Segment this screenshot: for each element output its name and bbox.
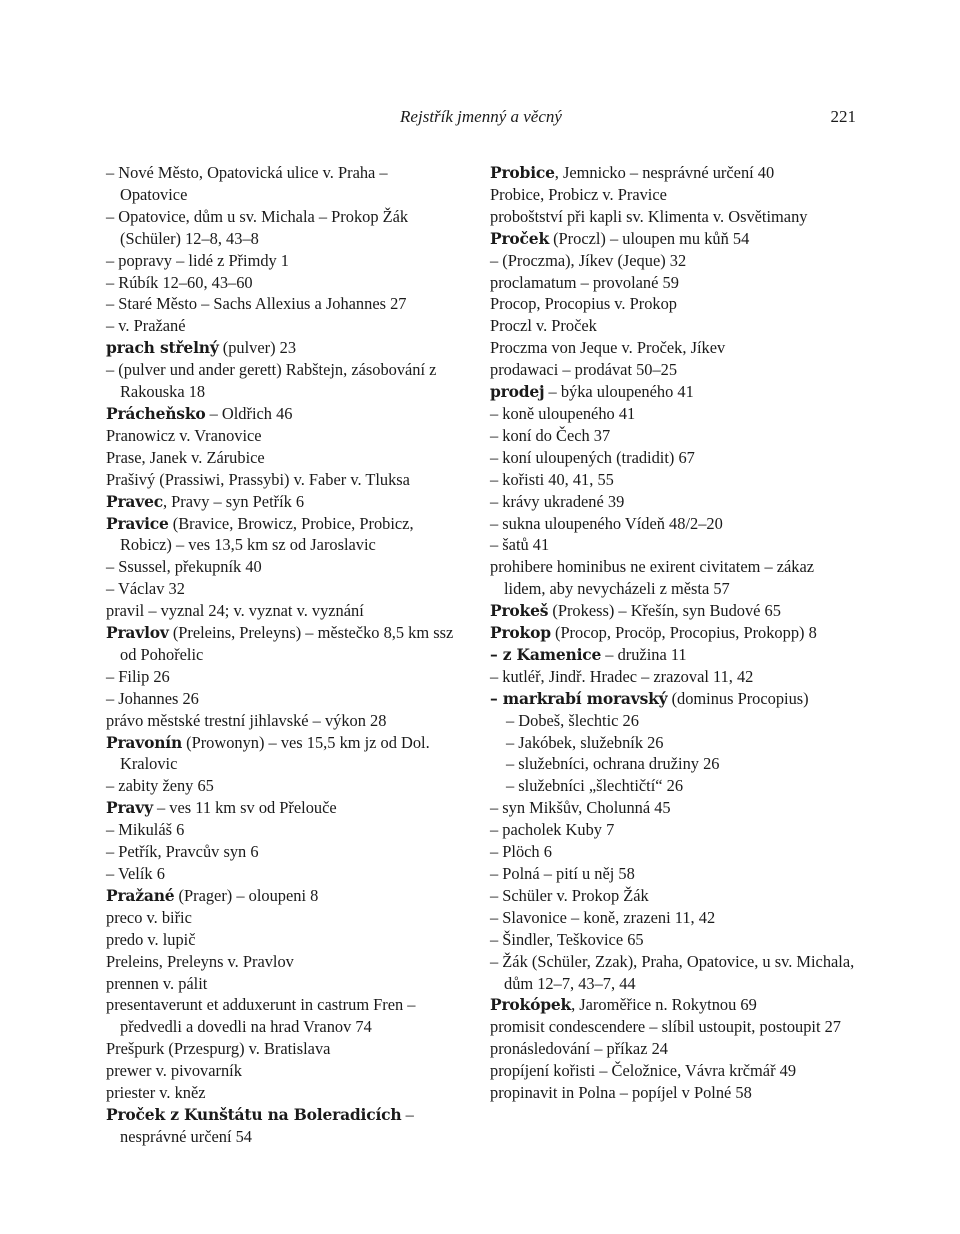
index-entry-text: – šatů 41 — [490, 535, 550, 555]
index-entry-text: – krávy ukradené 39 — [490, 491, 625, 511]
index-entry-headword: Pravy — [106, 798, 153, 818]
index-entry-text: – sukna uloupeného Vídeň 48/2–20 — [490, 513, 723, 533]
index-entry — [106, 688, 458, 710]
index-entry-text: – Polná – pití u něj 58 — [490, 864, 635, 883]
index-entry-headword: Proček z Kunštátu na Boleradicích — [106, 1104, 402, 1124]
index-entry — [106, 819, 458, 841]
index-entry-text: – Šindler, Teškovice 65 — [490, 929, 644, 949]
index-entry — [490, 425, 856, 447]
index-entry — [106, 315, 458, 337]
index-entry-text: – koně uloupeného 41 — [490, 403, 636, 423]
index-entry-text: Preleins, Preleyns v. Pravlov — [106, 951, 294, 971]
index-entry-text: prennen v. pálit — [106, 973, 208, 993]
index-entry-text: preco v. biřic — [106, 907, 192, 927]
index-entry — [106, 337, 458, 359]
index-entry — [490, 315, 856, 337]
index-entry — [106, 951, 458, 973]
index-entry — [490, 534, 856, 556]
index-entry — [490, 272, 856, 294]
index-entry-text: , Jaroměřice n. Rokytnou 69 — [571, 995, 757, 1015]
index-entry-text: – v. Pražané — [106, 316, 186, 336]
index-entry — [490, 885, 856, 907]
index-entry-text: – Plöch 6 — [490, 842, 552, 862]
index-entry — [106, 206, 458, 250]
index-entry-text: (Prager) – oloupeni 8 — [174, 885, 319, 905]
index-entry — [490, 491, 856, 513]
index-entry-text: – kutléř, Jindř. Hradec – zrazoval 11, 42 — [490, 666, 754, 686]
index-entry — [490, 994, 856, 1016]
index-entry-text: Pranowicz v. Vranovice — [106, 425, 262, 445]
index-entry — [490, 1082, 856, 1104]
index-entry-text: – Nové Město, Opatovická ulice v. Praha – Opatovice — [106, 163, 388, 204]
index-entry-text: – býka uloupeného 41 — [544, 382, 694, 402]
index-entry — [106, 250, 458, 272]
index-entry — [106, 600, 458, 622]
index-entry — [106, 578, 458, 600]
index-entry — [106, 293, 458, 315]
index-entry-text: , Jemnicko – nesprávné určení 40 — [554, 163, 775, 182]
index-entry — [490, 600, 856, 622]
index-entry-text: (Prowonyn) – ves 15,5 km jz od Dol. Kralovic — [120, 732, 430, 774]
index-entry-headword: prodej — [490, 382, 545, 402]
index-entry-text: – služebníci, ochrana družiny 26 — [506, 754, 720, 774]
index-entry — [106, 973, 458, 995]
index-entry-text: – Schüler v. Prokop Žák — [490, 885, 649, 905]
index-entry-headword: Probice — [490, 163, 555, 182]
index-entry-text: – Rúbík 12–60, 43–60 — [106, 272, 253, 292]
index-entry-text: Proczma von Jeque v. Proček, Jíkev — [490, 338, 726, 358]
index-entry-text: – (Proczma), Jíkev (Jeque) 32 — [490, 250, 687, 270]
index-entry-headword: Pravice — [106, 513, 169, 533]
index-entry-text: pronásledování – příkaz 24 — [490, 1039, 668, 1059]
index-entry-text: , Pravy – syn Petřík 6 — [162, 491, 305, 511]
index-entry-headword: Prokop — [490, 623, 551, 643]
index-entry-text: – zabity ženy 65 — [106, 776, 214, 796]
index-entry — [106, 775, 458, 797]
index-entry-text: – Dobeš, šlechtic 26 — [506, 710, 639, 730]
index-entry — [106, 1082, 458, 1104]
index-entry — [490, 775, 856, 797]
index-entry-text: prewer v. pivovarník — [106, 1061, 242, 1081]
index-entry-text: priester v. kněz — [106, 1083, 206, 1103]
index-entry — [490, 250, 856, 272]
index-entry-text: – popravy – lidé z Přimdy 1 — [106, 250, 290, 270]
index-entry — [490, 863, 856, 885]
index-entry — [490, 929, 856, 951]
index-entry — [490, 819, 856, 841]
index-entry — [490, 951, 856, 995]
index-entry-text: (Prokess) – Křešín, syn Budové 65 — [548, 601, 781, 621]
index-entry-text: prohibere hominibus ne exirent civitatem – zákaz lidem, aby nevycházeli z města 57 — [490, 557, 815, 599]
index-entry-text: – Slavonice – koně, zrazeni 11, 42 — [490, 907, 716, 927]
index-entry — [490, 513, 856, 535]
index-entry-text: – Petřík, Pravcův syn 6 — [106, 842, 259, 862]
index-entry-text: proclamatum – provolané 59 — [490, 272, 679, 292]
index-entry-text: predo v. lupič — [106, 929, 196, 949]
index-entry-text: – kořisti 40, 41, 55 — [490, 469, 614, 489]
index-entry-text: (pulver) 23 — [218, 338, 297, 358]
index-entry — [106, 425, 458, 447]
index-entry — [490, 206, 856, 228]
running-head-title: Rejstřík jmenný a věcný — [400, 107, 562, 126]
index-entry-text: – koní uloupených (tradidit) 67 — [490, 447, 695, 467]
index-entry-text: – Václav 32 — [106, 579, 185, 599]
index-entry-text: pravil – vyznal 24; v. vyznat v. vyznání — [106, 601, 364, 621]
index-entry — [490, 184, 856, 206]
index-entry-text: – Ssussel, překupník 40 — [106, 557, 262, 577]
index-entry-headword: Proček — [490, 228, 549, 248]
index-entry — [106, 1104, 458, 1148]
index-entry-text: promisit condescendere – slíbil ustoupit, postoupit 27 — [490, 1017, 841, 1037]
index-entry-text: – Žák (Schüler, Zzak), Praha, Opatovice, u sv. Michala, dům 12–7, 43–7, 44 — [490, 951, 855, 993]
index-entry — [490, 469, 856, 491]
index-entry — [106, 797, 458, 819]
index-entry — [106, 491, 458, 513]
index-entry — [490, 228, 856, 250]
index-entry — [490, 381, 856, 403]
index-entry — [106, 732, 458, 776]
index-entry — [490, 907, 856, 929]
index-entry — [106, 841, 458, 863]
index-entry-text: – koní do Čech 37 — [490, 425, 611, 445]
index-entry — [490, 732, 856, 754]
index-entry-headword: Pravec — [106, 491, 163, 511]
index-entry — [106, 1038, 458, 1060]
index-entry — [490, 1060, 856, 1082]
index-entry-text: – Mikuláš 6 — [106, 820, 185, 840]
index-entry-text: – nesprávné určení 54 — [120, 1104, 414, 1146]
index-entry-headword: – markrabí moravský — [490, 688, 668, 708]
index-column-left — [106, 162, 458, 1148]
index-entry-headword: Prokeš — [490, 601, 549, 621]
index-entry-text: – Johannes 26 — [106, 688, 199, 708]
index-entry — [106, 622, 458, 666]
index-entry — [490, 403, 856, 425]
index-entry-text: proboštství při kapli sv. Klimenta v. Osvětimany — [490, 206, 808, 226]
index-entry-headword: Pražané — [106, 885, 175, 905]
index-entry — [106, 1060, 458, 1082]
index-entry-text: Prešpurk (Przespurg) v. Bratislava — [106, 1039, 331, 1059]
index-entry — [106, 710, 458, 732]
index-entry — [106, 447, 458, 469]
index-entry-text: – ves 11 km sv od Přelouče — [152, 798, 337, 818]
running-head — [106, 104, 856, 130]
index-entry — [106, 556, 458, 578]
index-entry — [490, 710, 856, 732]
index-entry — [106, 513, 458, 557]
page-number: 221 — [830, 107, 856, 126]
index-entry-text: propíjení kořisti – Čeložnice, Vávra krčmář 49 — [490, 1061, 797, 1081]
index-entry-text: – Filip 26 — [106, 666, 170, 686]
index-entry-text: (dominus Procopius) — [667, 688, 809, 708]
index-entry — [490, 753, 856, 775]
index-entry-headword: prach střelný — [106, 338, 219, 358]
index-entry-text: Prašivý (Prassiwi, Prassybi) v. Faber v. Tluksa — [106, 469, 410, 489]
index-entry — [490, 1016, 856, 1038]
index-entry-text: – syn Mikšův, Cholunná 45 — [490, 798, 671, 818]
index-entry-text: – Jakóbek, služebník 26 — [506, 732, 664, 752]
index-entry — [490, 688, 856, 710]
index-entry — [106, 863, 458, 885]
index-entry-text: – (pulver und ander gerett) Rabštejn, zásobování z Rakouska 18 — [106, 360, 437, 402]
index-column-right — [490, 162, 856, 1104]
index-entry — [106, 666, 458, 688]
index-entry-text: Probice, Probicz v. Pravice — [490, 184, 667, 204]
index-entry — [106, 469, 458, 491]
index-entry-text: – družina 11 — [601, 644, 687, 664]
index-entry — [106, 272, 458, 294]
index-entry-text: právo městské trestní jihlavské – výkon 28 — [106, 710, 387, 730]
index-entry-text: presentaverunt et adduxerunt in castrum Fren – předvedli a dovedli na hrad Vranov 74 — [106, 995, 416, 1037]
index-entry — [490, 359, 856, 381]
index-entry-text: (Bravice, Browicz, Probice, Probicz, Robicz) – ves 13,5 km sz od Jaroslavic — [120, 513, 414, 555]
index-entry — [490, 337, 856, 359]
index-entry-text: – Opatovice, dům u sv. Michala – Prokop Žák (Schüler) 12–8, 43–8 — [106, 206, 409, 248]
index-entry-headword: Prácheňsko — [106, 403, 206, 423]
index-entry-text: (Procop, Procöp, Procopius, Prokopp) 8 — [550, 623, 817, 643]
index-entry-text: Prase, Janek v. Zárubice — [106, 447, 265, 467]
index-entry-headword: Pravlov — [106, 623, 169, 643]
index-entry-text: propinavit in Polna – popíjel v Polné 58 — [490, 1083, 752, 1103]
index-entry — [106, 162, 458, 206]
index-entry-text: Procop, Procopius v. Prokop — [490, 294, 677, 314]
index-entry-text: – služebníci „šlechtičtí“ 26 — [506, 776, 684, 796]
index-entry-headword: – z Kamenice — [490, 644, 602, 664]
index-entry-text: – Staré Město – Sachs Allexius a Johannes 27 — [106, 294, 407, 314]
index-entry-text: – Velík 6 — [106, 864, 165, 883]
index-entry — [106, 359, 458, 403]
index-entry — [490, 841, 856, 863]
index-entry-text: (Proczl) – uloupen mu kůň 54 — [549, 228, 750, 248]
index-entry-text: Proczl v. Proček — [490, 316, 597, 336]
index-entry — [106, 403, 458, 425]
index-entry-text: (Preleins, Preleyns) – městečko 8,5 km ssz od Pohořelic — [120, 623, 454, 664]
index-entry — [490, 1038, 856, 1060]
index-entry — [490, 293, 856, 315]
index-entry — [106, 885, 458, 907]
index-entry-text: – Oldřich 46 — [205, 403, 293, 423]
index-entry — [490, 797, 856, 819]
index-entry-headword: Pravonín — [106, 732, 183, 752]
index-entry — [106, 907, 458, 929]
index-entry — [490, 447, 856, 469]
index-entry-text: – pacholek Kuby 7 — [490, 820, 615, 840]
index-entry — [106, 929, 458, 951]
index-entry — [490, 556, 856, 600]
index-entry-headword: Prokópek — [490, 995, 572, 1015]
index-entry — [490, 666, 856, 688]
index-entry-text: prodawaci – prodávat 50–25 — [490, 360, 678, 380]
index-entry — [106, 994, 458, 1038]
index-entry — [490, 644, 856, 666]
index-entry — [490, 162, 856, 184]
index-entry — [490, 622, 856, 644]
